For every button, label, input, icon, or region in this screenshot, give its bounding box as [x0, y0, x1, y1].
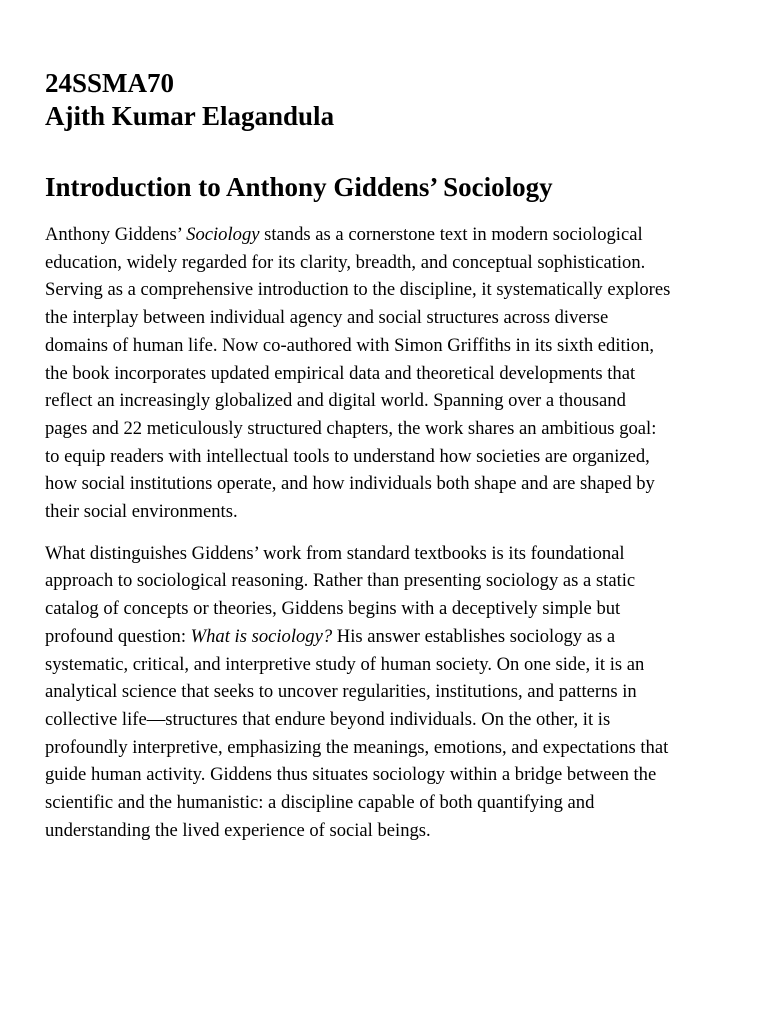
author-name: Ajith Kumar Elagandula — [45, 101, 335, 131]
text-run: What distinguishes Giddens’ work from standard textbooks is its foundational — [45, 542, 625, 564]
section-title: Introduction to Anthony Giddens’ Sociology — [45, 172, 553, 202]
text-line — [45, 279, 670, 300]
text-line — [45, 792, 594, 813]
text-line — [45, 709, 610, 730]
text-run: their social environments. — [45, 501, 238, 523]
text-run: domains of human life. Now co-authored with Simon Griffiths in its sixth edition, — [45, 334, 655, 356]
text-line — [45, 501, 238, 522]
text-run: analytical science that seeks to uncover regularities, institutions, and patterns in — [45, 681, 637, 703]
text-run: Anthony Giddens’ — [45, 224, 187, 245]
text-run: His answer establishes sociology as a — [332, 625, 616, 647]
text-run: understanding the lived experience of social beings. — [45, 819, 431, 841]
text-line — [45, 626, 615, 647]
text-line — [45, 654, 644, 675]
italic-text: What is sociology? — [190, 625, 333, 647]
text-line — [45, 418, 656, 439]
course-code: 24SSMA70 — [45, 68, 175, 98]
text-line — [45, 307, 608, 328]
text-run: reflect an increasingly globalized and digital world. Spanning over a thousand — [45, 390, 626, 412]
paragraph — [45, 540, 725, 845]
text-run: how social institutions operate, and how individuals both shape and are shaped by — [45, 473, 655, 495]
text-run: profoundly interpretive, emphasizing the meanings, emotions, and expectations that — [45, 736, 669, 758]
text-run: profound question: — [45, 625, 191, 647]
text-line — [45, 390, 626, 411]
text-run: collective life—structures that endure beyond individuals. On the other, it is — [45, 708, 611, 730]
text-run: approach to sociological reasoning. Rather than presenting sociology as a static — [45, 570, 636, 592]
paragraph — [45, 221, 725, 526]
text-line — [45, 681, 637, 702]
text-run: guide human activity. Giddens thus situates sociology within a bridge between the — [45, 764, 657, 786]
text-line — [45, 737, 668, 758]
document-page — [45, 67, 725, 858]
text-line — [45, 363, 635, 384]
text-run: the interplay between individual agency and social structures across diverse — [45, 307, 609, 329]
text-run: scientific and the humanistic: a discipline capable of both quantifying and — [45, 792, 595, 814]
text-run: stands as a cornerstone text in modern sociological — [259, 224, 643, 245]
text-run: Serving as a comprehensive introduction to the discipline, it systematically explores — [45, 279, 671, 301]
text-line — [45, 543, 625, 564]
text-line — [45, 570, 635, 591]
text-line — [45, 224, 643, 245]
text-line — [45, 473, 655, 494]
text-run: pages and 22 meticulously structured chapters, the work shares an ambitious goal: — [45, 417, 657, 439]
text-run: education, widely regarded for its clarity, breadth, and conceptual sophistication. — [45, 251, 646, 273]
text-line — [45, 764, 656, 785]
text-line — [45, 446, 650, 467]
body-text — [45, 221, 725, 844]
text-line — [45, 335, 654, 356]
text-line — [45, 252, 645, 273]
text-run: systematic, critical, and interpretive study of human society. On one side, it is an — [45, 653, 645, 675]
text-run: catalog of concepts or theories, Giddens begins with a deceptively simple but — [45, 598, 621, 620]
text-line — [45, 598, 620, 619]
text-line — [45, 820, 431, 841]
text-run: the book incorporates updated empirical data and theoretical developments that — [45, 362, 636, 384]
italic-text: Sociology — [186, 224, 260, 245]
text-run: to equip readers with intellectual tools to understand how societies are organized, — [45, 445, 650, 467]
